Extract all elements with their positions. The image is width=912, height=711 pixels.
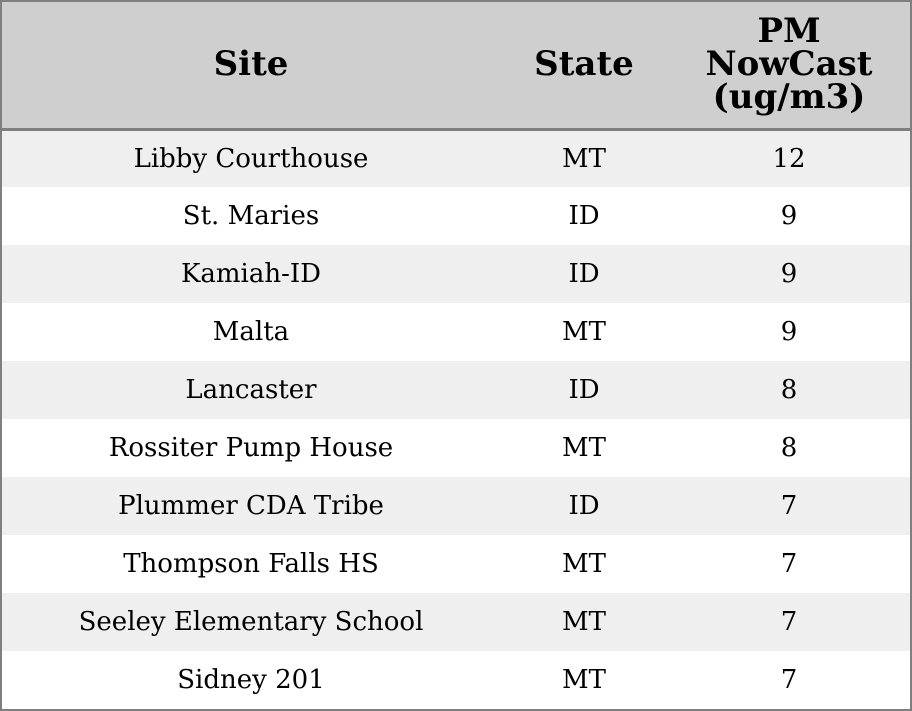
- table-row: [2, 419, 910, 477]
- site-cell: Malta: [2, 303, 500, 361]
- table-row: [2, 129, 910, 187]
- table-row: [2, 651, 910, 709]
- column-header-site: Site: [2, 2, 500, 129]
- pm-nowcast-cell: 8: [668, 361, 910, 419]
- state-cell: MT: [500, 535, 668, 593]
- site-cell: Thompson Falls HS: [2, 535, 500, 593]
- site-cell: Rossiter Pump House: [2, 419, 500, 477]
- table-row: [2, 361, 910, 419]
- pm-nowcast-cell: 7: [668, 651, 910, 709]
- site-cell: Libby Courthouse: [2, 129, 500, 187]
- state-cell: MT: [500, 129, 668, 187]
- site-cell: Plummer CDA Tribe: [2, 477, 500, 535]
- state-cell: ID: [500, 245, 668, 303]
- table-row: [2, 245, 910, 303]
- table-row: [2, 187, 910, 245]
- pm-nowcast-cell: 9: [668, 303, 910, 361]
- pm-nowcast-cell: 8: [668, 419, 910, 477]
- pm-nowcast-table: [2, 2, 910, 709]
- table-row: [2, 477, 910, 535]
- state-cell: ID: [500, 361, 668, 419]
- pm-nowcast-cell: 9: [668, 245, 910, 303]
- table-row: [2, 303, 910, 361]
- column-header-state: State: [500, 2, 668, 129]
- column-header-pm-nowcast: [668, 2, 910, 129]
- state-cell: MT: [500, 593, 668, 651]
- state-cell: MT: [500, 303, 668, 361]
- site-cell: St. Maries: [2, 187, 500, 245]
- table-row: [2, 535, 910, 593]
- site-cell: Sidney 201: [2, 651, 500, 709]
- site-cell: Lancaster: [2, 361, 500, 419]
- state-cell: ID: [500, 477, 668, 535]
- site-cell: Kamiah-ID: [2, 245, 500, 303]
- pm-nowcast-cell: 7: [668, 593, 910, 651]
- table-row: [2, 593, 910, 651]
- header-row: [2, 2, 910, 129]
- column-header-pm-nowcast-label: PM NowCast (ug/m3): [705, 11, 873, 118]
- pm-nowcast-cell: 12: [668, 129, 910, 187]
- pm-nowcast-cell: 7: [668, 535, 910, 593]
- table-header: [2, 2, 910, 129]
- state-cell: MT: [500, 419, 668, 477]
- state-cell: MT: [500, 651, 668, 709]
- site-cell: Seeley Elementary School: [2, 593, 500, 651]
- pm-nowcast-cell: 9: [668, 187, 910, 245]
- state-cell: ID: [500, 187, 668, 245]
- table-body: [2, 129, 910, 709]
- pm-nowcast-cell: 7: [668, 477, 910, 535]
